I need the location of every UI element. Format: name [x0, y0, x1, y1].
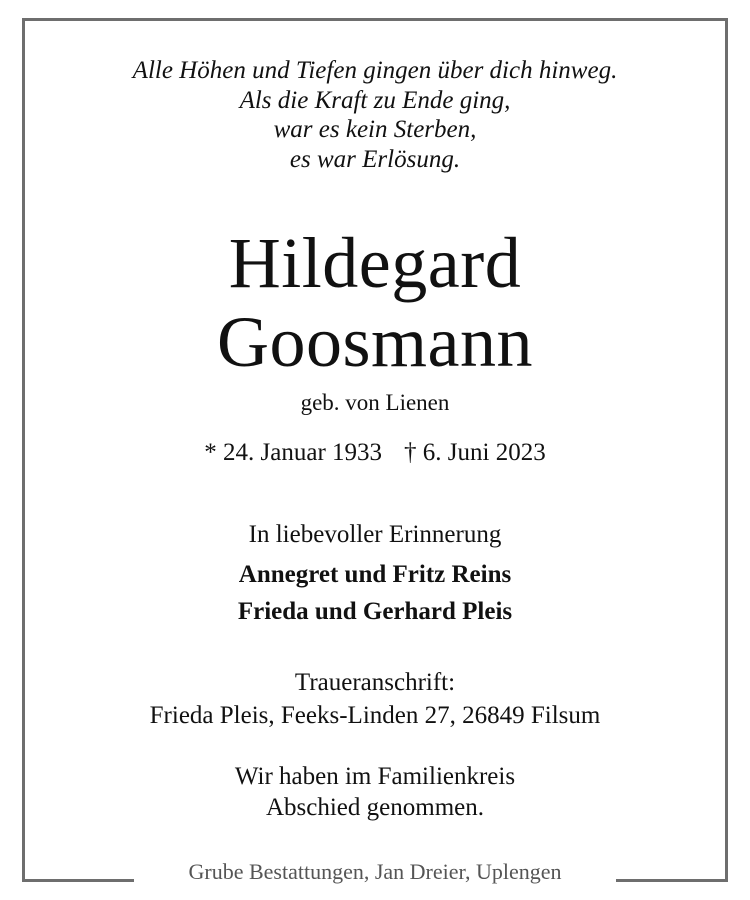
birth-date: * 24. Januar 1933 [204, 439, 383, 466]
death-date: † 6. Juni 2023 [404, 439, 546, 466]
poem-line: es war Erlösung. [289, 145, 461, 173]
farewell-line: Wir haben im Familienkreis [234, 763, 516, 790]
poem-line: war es kein Sterben, [273, 116, 477, 143]
poem-line: Als die Kraft zu Ende ging, [239, 86, 511, 114]
mourning-address [0, 666, 750, 732]
farewell-line: Abschied genommen. [265, 794, 484, 821]
deceased-last-name: Goosmann [217, 302, 533, 382]
undertaker-credit: Grube Bestattungen, Jan Dreier, Uplengen [188, 859, 562, 884]
address-line: Frieda Pleis, Feeks-Linden 27, 26849 Filsum [149, 702, 601, 729]
birth-name: geb. von Lienen [300, 390, 450, 415]
farewell-note [0, 761, 750, 823]
mourner-line: Frieda und Gerhard Pleis [237, 598, 513, 625]
poem-line: Alle Höhen und Tiefen gingen über dich hinweg. [132, 57, 618, 84]
deceased-first-name: Hildegard [228, 223, 522, 303]
mourner-line: Annegret und Fritz Reins [238, 561, 512, 588]
mourners-list [0, 556, 750, 630]
life-dates [0, 436, 750, 470]
poem [0, 56, 750, 174]
address-label: Traueranschrift: [294, 669, 456, 696]
memorial-intro: In liebevoller Erinnerung [248, 521, 502, 548]
